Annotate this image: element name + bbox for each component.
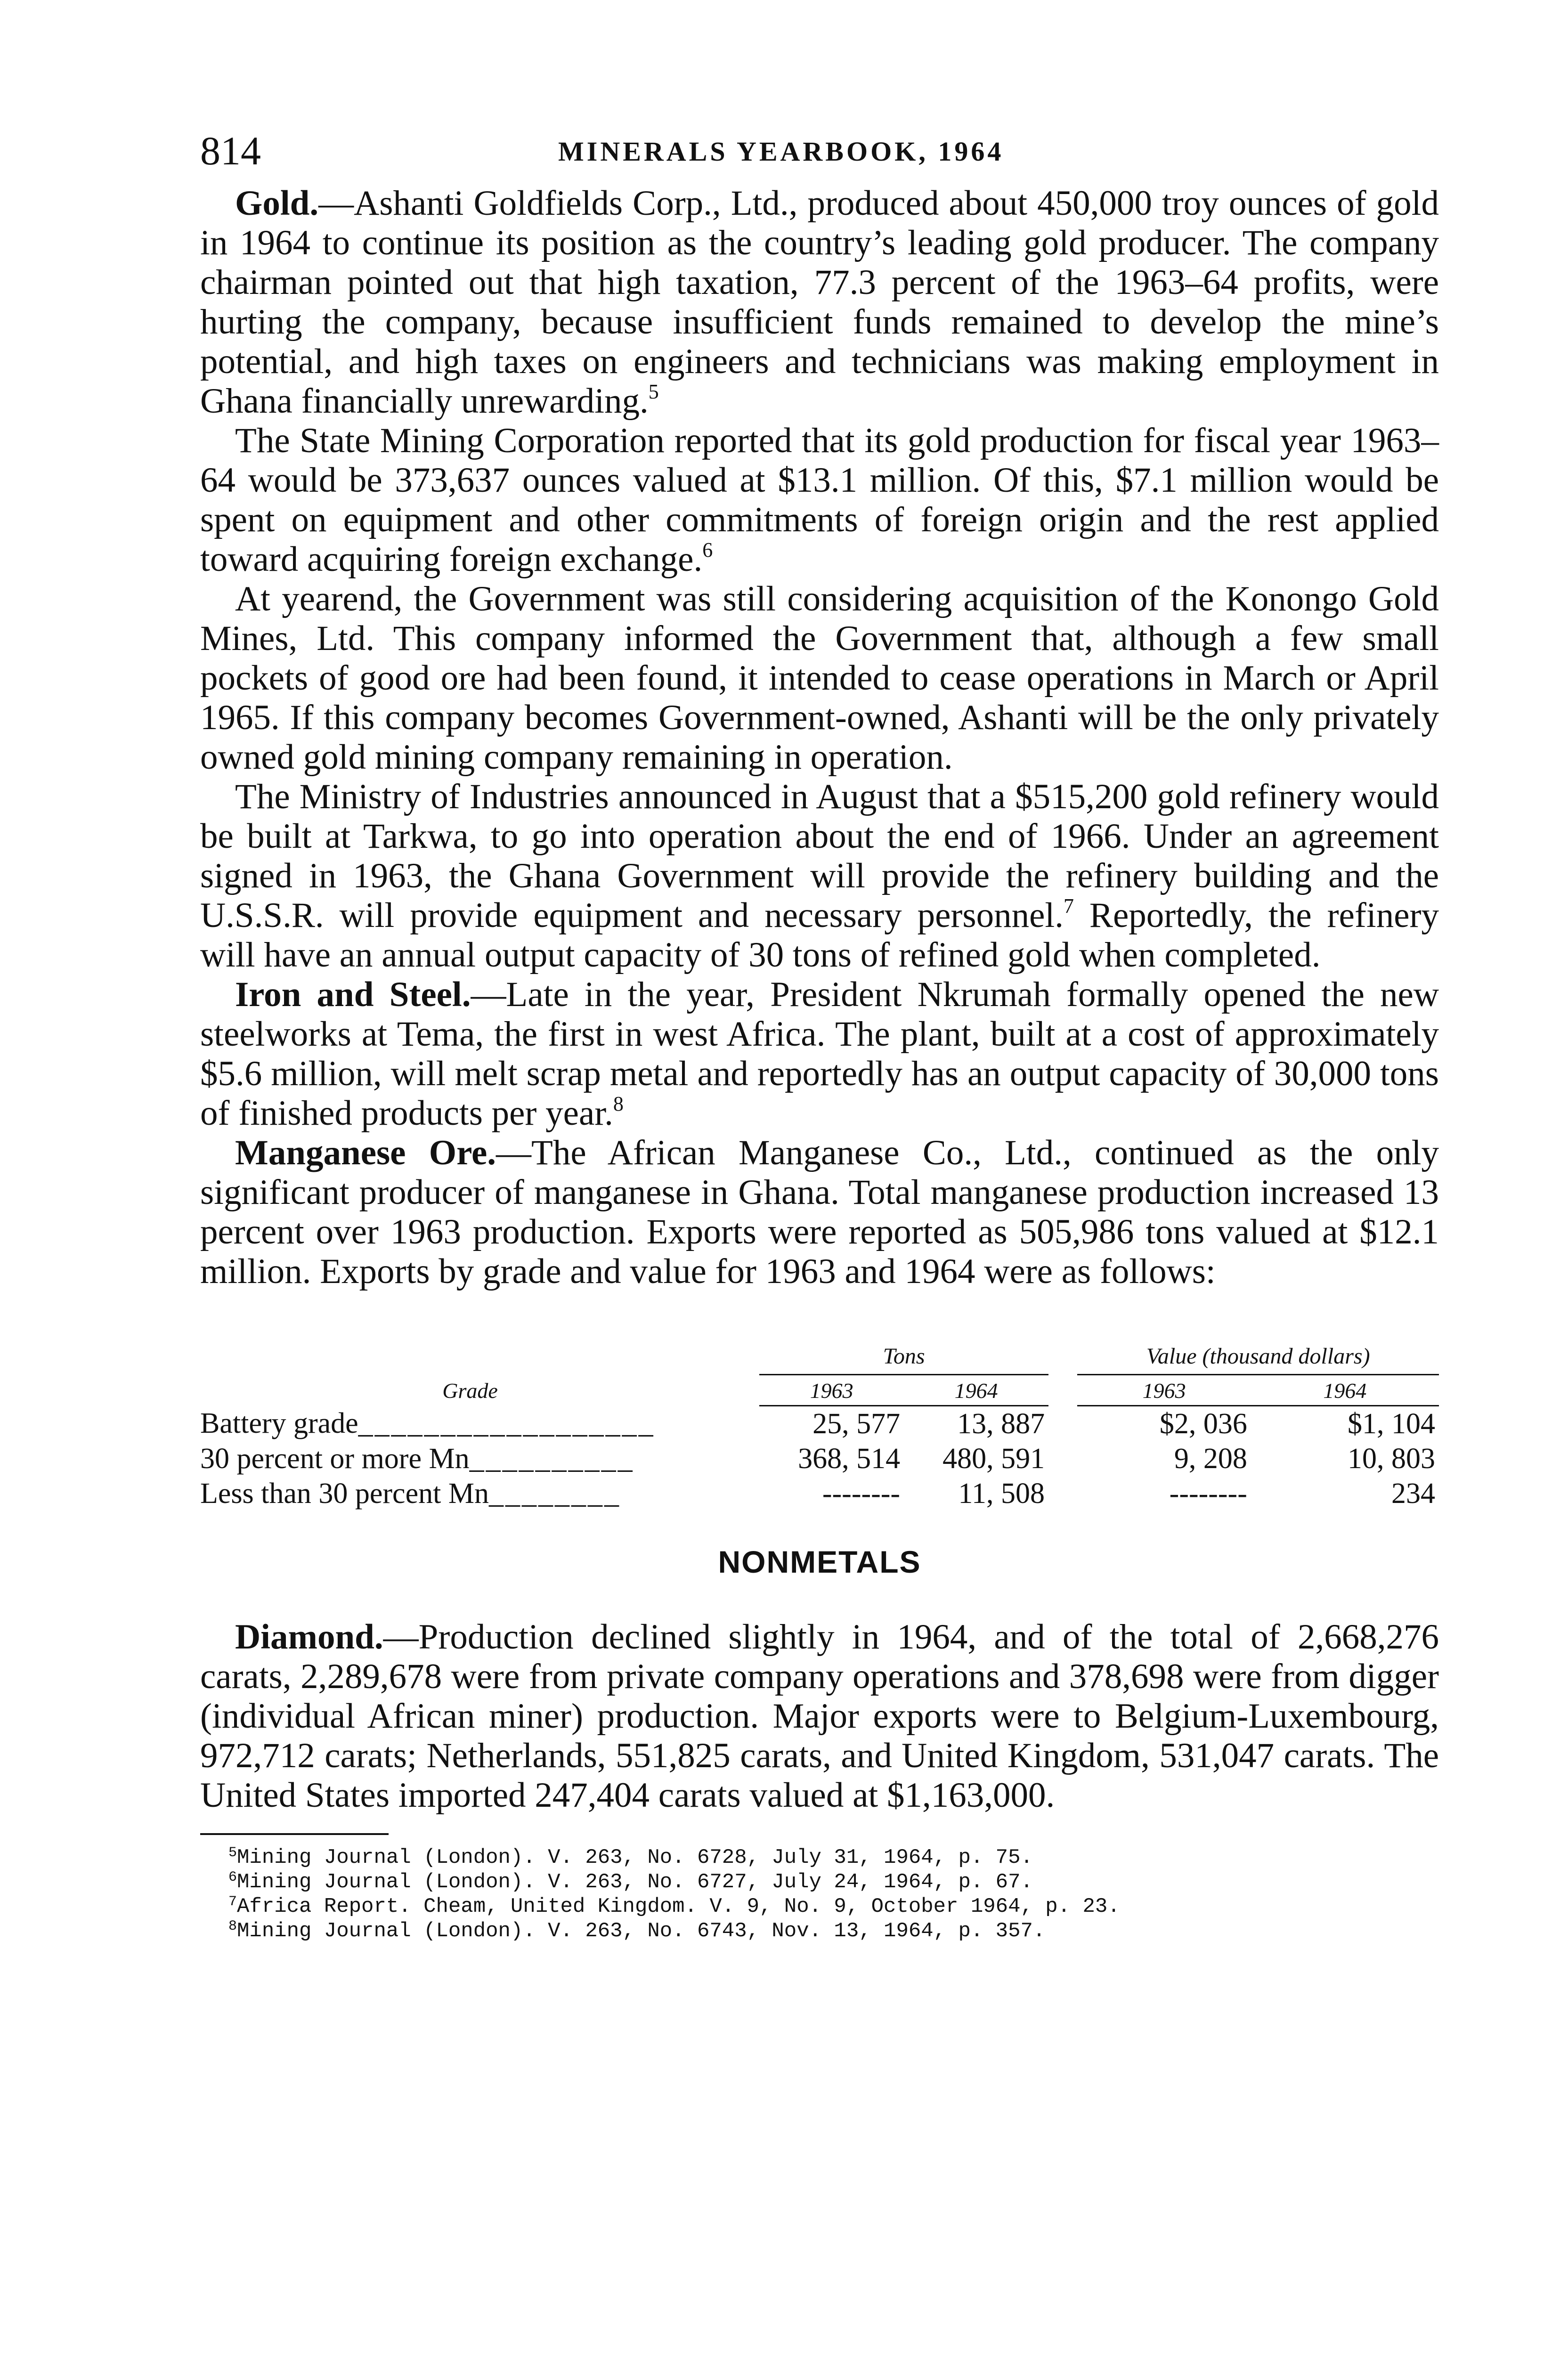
paragraph-diamond (200, 1617, 1439, 1815)
row-grade: 30 percent or more Mn (200, 1443, 470, 1475)
footnote-text: Mining Journal (London). V. 263, No. 6728, July 31, 1964, p. 75. (237, 1846, 1033, 1869)
row-leader: __________ (469, 1443, 634, 1475)
manganese-text: —The African Manganese Co., Ltd., continued as the only significant producer of manganese in Ghana. Total manganese production increased 13 percent over 1963 production. Exports were reported as 505,986 tons valued at $12.1 million. Exports by grade and value for 1963 and 1964 were as follows: (200, 1133, 1439, 1291)
state-mining-text: The State Mining Corporation reported that its gold production for fiscal year 1963–64 would be 373,637 ounces valued at $13.1 million. Of this, $7.1 million would be spent on equipment and other commitments of foreign origin and the rest applied toward acquiring foreign exchange. (200, 421, 1439, 579)
row-leader: __________________ (358, 1407, 655, 1440)
footnote-text: Mining Journal (London). V. 263, No. 6743, Nov. 13, 1964, p. 357. (237, 1919, 1046, 1943)
section-title-nonmetals: NONMETALS (718, 1544, 921, 1579)
running-head: MINERALS YEARBOOK, 1964 (558, 136, 1004, 167)
paragraph-refinery (200, 777, 1439, 975)
footnote-mark: 5 (228, 1845, 237, 1861)
iron-steel-heading: Iron and Steel. (235, 975, 471, 1014)
row-tons-1964: 480, 591 (942, 1443, 1045, 1475)
diamond-text: —Production declined slightly in 1964, and of the total of 2,668,276 carats, 2,289,678 were from private company operations and 378,698 were from digger (individual African miner) production. Major exports were to Belgium-Luxembourg, 972,712 carats; Netherlands, 551,825 carats, and United Kingdom, 531,047 carats. The United States imported 247,404 carats valued at $1,163,000. (200, 1617, 1439, 1815)
footnote-mark: 6 (228, 1869, 237, 1885)
row-value-1964: $1, 104 (1348, 1408, 1435, 1440)
row-value-1964: 10, 803 (1348, 1443, 1435, 1475)
paragraph-state-mining (200, 421, 1439, 579)
gold-heading: Gold. (235, 184, 319, 223)
table-header-tons-1963: 1963 (759, 1375, 904, 1406)
diamond-heading: Diamond. (235, 1617, 383, 1657)
row-value-1963: $2, 036 (1159, 1408, 1247, 1440)
table-header-value-1963: 1963 (1077, 1375, 1251, 1406)
footnote (228, 1919, 1439, 1943)
footnote-ref: 7 (1063, 894, 1074, 918)
row-value-1963: -------- (1169, 1478, 1247, 1510)
row-tons-1963: 368, 514 (798, 1443, 901, 1475)
footnote-mark: 8 (228, 1918, 237, 1934)
page-header (200, 127, 1439, 184)
row-grade: Less than 30 percent Mn (200, 1478, 489, 1510)
konongo-text: At yearend, the Government was still considering acquisition of the Konongo Gold Mines, Ltd. This company informed the Government that, although a few small pockets of good ore had been found, it intended to cease operations in March or April 1965. If this company becomes Government-owned, Ashanti will be the only privately owned gold mining company remaining in operation. (200, 579, 1439, 777)
footnote (228, 1845, 1439, 1870)
refinery-text-cont: Reportedly, the refinery will have an annual output capacity of 30 tons of refined gold when completed. (200, 896, 1439, 974)
footnote-ref: 5 (648, 380, 659, 403)
page-number: 814 (200, 128, 261, 173)
row-tons-1963: 25, 577 (812, 1408, 901, 1440)
row-tons-1963: -------- (822, 1478, 901, 1510)
table-header-value-1964: 1964 (1251, 1375, 1439, 1406)
footnotes (200, 1845, 1439, 1943)
body-text-nonmetals (200, 1617, 1439, 1815)
footnote-mark: 7 (228, 1894, 237, 1910)
table-group-value: Value (thousand dollars) (1077, 1343, 1439, 1375)
manganese-exports-table (200, 1343, 1439, 1511)
row-value-1963: 9, 208 (1174, 1443, 1247, 1475)
page (200, 127, 1439, 1943)
footnote (228, 1870, 1439, 1894)
paragraph-manganese (200, 1133, 1439, 1291)
table-row (200, 1441, 1439, 1476)
row-grade: Battery grade (200, 1407, 358, 1440)
footnote-text: Africa Report. Cheam, United Kingdom. V. 9, No. 9, October 1964, p. 23. (237, 1895, 1120, 1918)
iron-steel-text: —Late in the year, President Nkrumah formally opened the new steelworks at Tema, the first in west Africa. The plant, built at a cost of approximately $5.6 million, will melt scrap metal and reportedly has an output capacity of 30,000 tons of finished products per year. (200, 975, 1439, 1133)
footnote-ref: 6 (702, 538, 713, 561)
body-text (200, 184, 1439, 1291)
row-tons-1964: 11, 508 (958, 1478, 1045, 1510)
footnote (228, 1894, 1439, 1919)
footnote-ref: 8 (613, 1092, 624, 1115)
row-value-1964: 234 (1391, 1478, 1435, 1510)
table-group-tons: Tons (759, 1343, 1048, 1375)
table-row (200, 1476, 1439, 1511)
footnote-text: Mining Journal (London). V. 263, No. 6727, July 24, 1964, p. 67. (237, 1870, 1033, 1894)
row-leader: ________ (488, 1478, 621, 1510)
row-tons-1964: 13, 887 (957, 1408, 1045, 1440)
gold-text: —Ashanti Goldfields Corp., Ltd., produced about 450,000 troy ounces of gold in 1964 to continue its position as the country’s leading gold producer. The company chairman pointed out that high taxation, 77.3 percent of the 1963–64 profits, were hurting the company, because insufficient funds remained to develop the mine’s potential, and high taxes on engineers and technicians was making employment in Ghana financially unrewarding. (200, 184, 1439, 421)
manganese-heading: Manganese Ore. (235, 1133, 496, 1172)
paragraph-konongo (200, 579, 1439, 777)
table-header-grade: Grade (442, 1379, 498, 1403)
table-header-tons-1964: 1964 (904, 1375, 1048, 1406)
refinery-text: The Ministry of Industries announced in August that a $515,200 gold refinery would be built at Tarkwa, to go into operation about the end of 1966. Under an agreement signed in 1963, the Ghana Government will provide the refinery building and the U.S.S.R. will provide equipment and necessary personnel. (200, 777, 1439, 935)
paragraph-iron-steel (200, 975, 1439, 1133)
paragraph-gold (200, 184, 1439, 421)
footnote-divider (200, 1833, 389, 1835)
table-row (200, 1406, 1439, 1442)
